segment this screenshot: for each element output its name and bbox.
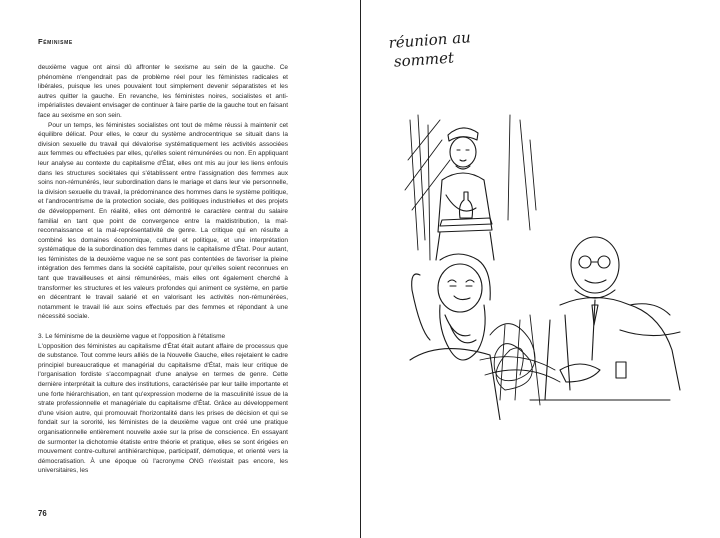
waitress-figure [436,128,494,260]
body-text [38,63,288,476]
paragraph: Pour un temps, les féministes socialistes ont tout de même réussi à maintenir cet équilibre délicat. Pour elles, le cœur du système androcentrique se situait dans la division sexuelle du travail qui dévalorise systématiquement les activités associées aux femmes ou effectuées par elles, qu'elles soient rémunérées ou non. En appliquant leur analyse au contexte du capitalisme d'État, elles ont mis au jour les liens enfouis dans les structures sociétales qui s'établissent entre l'assignation des femmes aux soins non-rémunérés, leur subordination dans le mariage et dans leur vie personnelle, la division sexuelle du travail, la prédominance des hommes dans le système politique, et l'androcentrisme de la protection sociale, des politiques industrielles et des projets de développement. En réalité, elles ont démontré le caractère central du salaire familial en tant que point de convergence entre la maldistribution, la mal-reconnaissance et la mal-représentativité de genre. La critique qui en résulte a combiné les domaines économique, culturel et politique, et une interprétation systématique de la subordination des femmes dans le capitalisme d'État. Pour autant, les féministes de la deuxième vague ne se sont pas contentées de favoriser la pleine intégration des femmes dans la société capitaliste, pour qu'elles soient reconnues en tant que travailleuses et ainsi rémunérées, mais elles ont également cherché à transformer les structures et les valeurs profondes qui animent ce système, en partie en décentrant le travail salarié et en valorisant les activités non-rémunérées, notamment le travail lié aux soins effectués par des femmes et répondant à une nécessité sociale. [38,121,288,321]
section-title: 3. Le féminisme de la deuxième vague et l'opposition à l'étatisme [38,333,226,341]
drawing-caption [388,28,473,72]
paragraph: L'opposition des féministes au capitalisme d'État était autant affaire de processus que de substance. Tout comme leurs alliés de la Nouvelle Gauche, elles rejetaient le cadre principiel bureaucratique et managérial du capitalisme d'État, mais leur critique de l'organisation fordiste s'accompagnait d'une analyse en termes de genre. Cette dernière interprétait la culture des institutions, caractérisée par leur taille importante et une forte hiérarchisation, en tant qu'expression moderne de la masculinité issue de la strate professionnelle et managériale du capitalisme d'État. Grâce au développement d'une vision autre, qui promouvait l'horizontalité dans les prises de décision et qui se fondait sur la sororité, les féministes de la deuxième vague ont créé une pratique organisationnelle entièrement nouvelle axée sur la prise de conscience. En essayant de surmonter la dichotomie étatiste entre théorie et pratique, elles se sont érigées en mouvement contre-culturel antihiérarchique, participatif, démotique, et orienté vers la démocratisation. À une époque où l'acronyme ONG n'existait pas encore, les universitaires, les [38,342,288,475]
page-number: 76 [38,509,47,518]
running-head: Féminisme [38,37,73,46]
caption-line: sommet [393,48,455,71]
bald-man-figure [530,237,680,400]
paragraph: deuxième vague ont ainsi dû affronter le sexisme au sein de la gauche. Ce phénomène n'engendrait pas de problème réel pour les féministes radicales et libérales, puisque les unes pouvaient tout simplement devenir séparatistes et les autres quitter la gauche. En revanche, les féministes noires, socialistes et anti-impérialistes devaient envisager de continuer à faire partie de la gauche tout en faisant face au sexisme en son sein. [38,64,288,119]
caption-line: réunion au [388,28,472,52]
bearded-man-figure [410,254,500,420]
sketch-illustration [380,100,700,420]
curtain-strokes [405,115,536,260]
